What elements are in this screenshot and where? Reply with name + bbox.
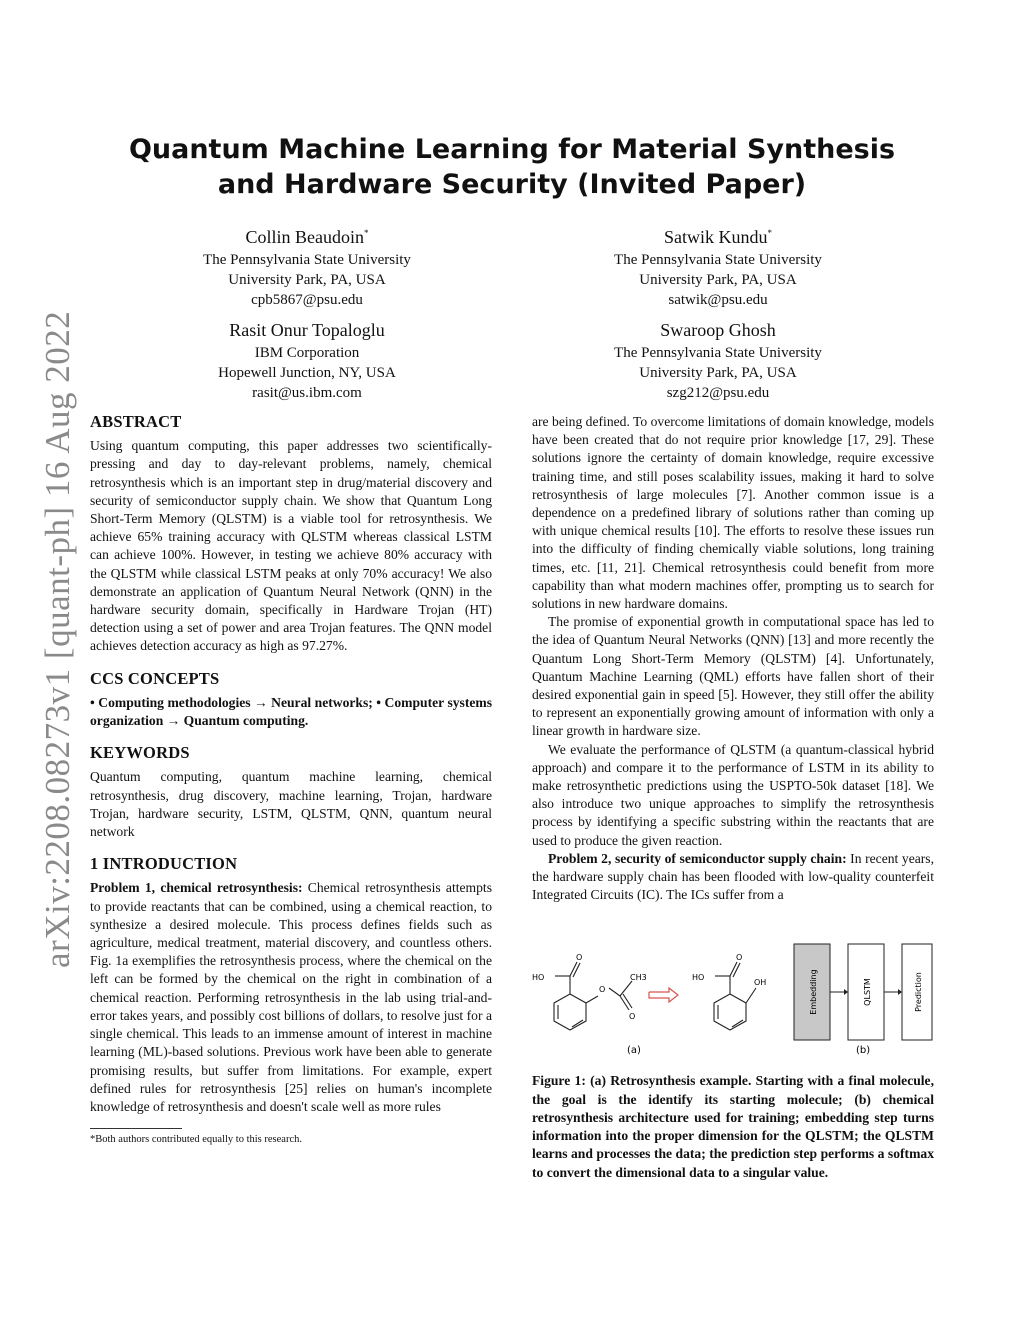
arrow-head-1 [844,989,848,995]
label-ho-2: HO [692,973,705,983]
left-column [90,413,492,1146]
author-location: University Park, PA, USA [228,272,386,288]
abstract-text: Using quantum computing, this paper addresses two scientifically-pressing and day to day-relevant problems, namely, chemical retrosynthesis which is an important step in drug/material discovery and security of semiconductor supply chain. We show that Quantum Long Short-Term Memory (QLSTM) is a viable tool for retrosynthesis. We achieve 65% training accuracy with QLSTM whereas classical LSTM can achieve 100%. However, in testing we achieve 80% accuracy with the QLSTM while classical LSTM peaks at only 70% accuracy! We also demonstrate an application of Quantum Neural Network (QNN) in the hardware security domain, specifically in Hardware Trojan (HT) detection using a set of power and area Trojan features. The QNN model achieves detection accuracy as high as 97.27%. [90,438,492,654]
author-mark: * [767,228,772,238]
subfigure-b-label: (b) [856,1045,871,1057]
label-o-ester: O [599,985,606,995]
problem-1-lead: Problem 1, chemical retrosynthesis: [90,880,303,896]
author-location: University Park, PA, USA [639,365,797,381]
problem-2-lead: Problem 2, security of semiconductor supply chain: [548,850,847,866]
author-affiliation: IBM Corporation [254,345,360,361]
embedding-label: Embedding [809,969,818,1016]
intro-paragraph-1: Problem 1, chemical retrosynthesis: Chemical retrosynthesis attempts to provide reactants that can be combined, using a chemical reaction, to synthesize a desired molecule. This process defines fields such as agriculture, medical treatment, material discovery, and countless others. Fig. 1a exemplifies the retrosynthesis process, where the chemical on the left can be formed by the chemical on the right in combination of a chemical reaction. Performing retrosynthesis in the lab using trial-and-error takes years, and possibly cost billions of dollars, to resolve just for a single chemical. This leads to an immense amount of interest in machine learning (ML)-based solutions. Previous work have been able to generate promising results, but suffer from limitations. For example, expert defined rules for retrosynthesis [25] relies on human's incomplete knowledge of retrosynthesis and doesn't scale well as more rules [90,880,492,1114]
label-oh: OH [754,978,767,988]
intro-paragraph-3: The promise of exponential growth in computational space has led to the idea of Quantum Neural Networks (QNN) [13] and more recently the Quantum Long Short-Term Memory (QLSTM) [4]. Unfortunately, Quantum Machine Learning (QML) efforts have fallen short of their desired exponential gain in speed [5]. However, they still offer the ability to represent an exponentially growing amount of information with only a linear growth in hardware size. [532,614,934,739]
author-affiliation: The Pennsylvania State University [614,252,822,268]
author-block-4 [568,318,868,403]
footnote-rule [90,1128,182,1129]
label-o-2: O [736,953,743,963]
figure-1 [532,916,934,1066]
prediction-label: Prediction [914,972,923,1013]
arrow-head-2 [898,989,902,995]
author-block-3 [157,318,457,403]
author-mark: * [364,228,369,238]
author-location: Hopewell Junction, NY, USA [218,365,396,381]
author-name: Rasit Onur Topaloglu [229,320,385,340]
author-name: Collin Beaudoin [245,227,364,247]
subfigure-a-label: (a) [627,1045,641,1057]
ccs-text: • Computing methodologies → Neural networks; • Computer systems organization → Quantum computing. [90,694,492,729]
keywords-text: Quantum computing, quantum machine learning, chemical retrosynthesis, drug discovery, machine learning, Trojan, hardware Trojan, hardware security, LSTM, QLSTM, QNN, quantum neural network [90,769,492,840]
introduction-heading: 1 INTRODUCTION [90,854,238,874]
label-ho-1: HO [532,973,545,983]
arxiv-id: arXiv:2208.08273v1 [quant-ph] 16 Aug 2022 [38,310,77,968]
label-o-1: O [576,953,583,963]
intro-paragraph-4: We evaluate the performance of QLSTM (a quantum-classical hybrid approach) and compare it to the performance of LSTM in its ability to make retrosynthetic predictions using the USPTO-50k dataset [18]. We also introduce two unique approaches to simplify the retrosynthesis process by identifying a specific substring within the reactants that are used to produce the given reaction. [532,741,934,848]
author-affiliation: The Pennsylvania State University [614,345,822,361]
label-o-acyl: O [629,1012,636,1022]
author-name: Swaroop Ghosh [660,320,776,340]
author-location: University Park, PA, USA [639,272,797,288]
qlstm-label: QLSTM [863,978,872,1007]
retrosynthesis-arrow-icon [649,988,678,1002]
author-affiliation: The Pennsylvania State University [203,252,411,268]
keywords-heading: KEYWORDS [90,743,190,763]
figure-1-graphic [532,916,934,1066]
author-block-2 [568,221,868,310]
author-email: cpb5867@psu.edu [251,292,363,308]
right-column [532,413,934,1182]
intro-paragraph-5: Problem 2, security of semiconductor supply chain: In recent years, the hardware supply chain has been flooded with low-quality counterfeit Integrated Circuits (IC). The ICs suffer from a [532,850,934,903]
paper-title: Quantum Machine Learning for Material Synthesis and Hardware Security (Invited Paper) [128,134,896,200]
footnote: *Both authors contributed equally to this research. [90,1134,302,1146]
author-name: Satwik Kundu [664,227,768,247]
label-ch3: CH3 [630,973,647,983]
author-email: szg212@psu.edu [666,385,770,401]
molecule-aspirin [554,962,632,1030]
author-email: rasit@us.ibm.com [252,385,362,401]
intro-paragraph-2: are being defined. To overcome limitations of domain knowledge, models have been created that do not require prior knowledge [17, 29]. These solutions ignore the certainty of domain knowledge, require excessive training time, and still poses scalability issues, making it hard to solve retrosynthesis of large molecules [7]. Another common issue is a dependence on a predefined library of solutions rather than coming up with unique chemical results [10]. The efforts to resolve these issues run into the difficulty of finding chemically viable solutions, long training times, etc. [11, 21]. Chemical retrosynthesis could benefit from more capability than what modern machines offer, prompting us to search for solutions in new hardware domains. [532,414,934,612]
figure-1-caption: Figure 1: (a) Retrosynthesis example. Starting with a final molecule, the goal is the identify its starting molecule; (b) chemical retrosynthesis architecture used for training; embedding step turns information into the proper dimension for the QLSTM; the QLSTM learns and processes the data; the prediction step performs a softmax to convert the dimensional data to a singular value. [532,1073,934,1180]
ccs-heading: CCS CONCEPTS [90,668,220,688]
abstract-heading: ABSTRACT [90,412,182,431]
molecule-salicylic-acid [714,962,756,1030]
author-email: satwik@psu.edu [668,292,768,308]
author-block-1 [157,221,457,310]
